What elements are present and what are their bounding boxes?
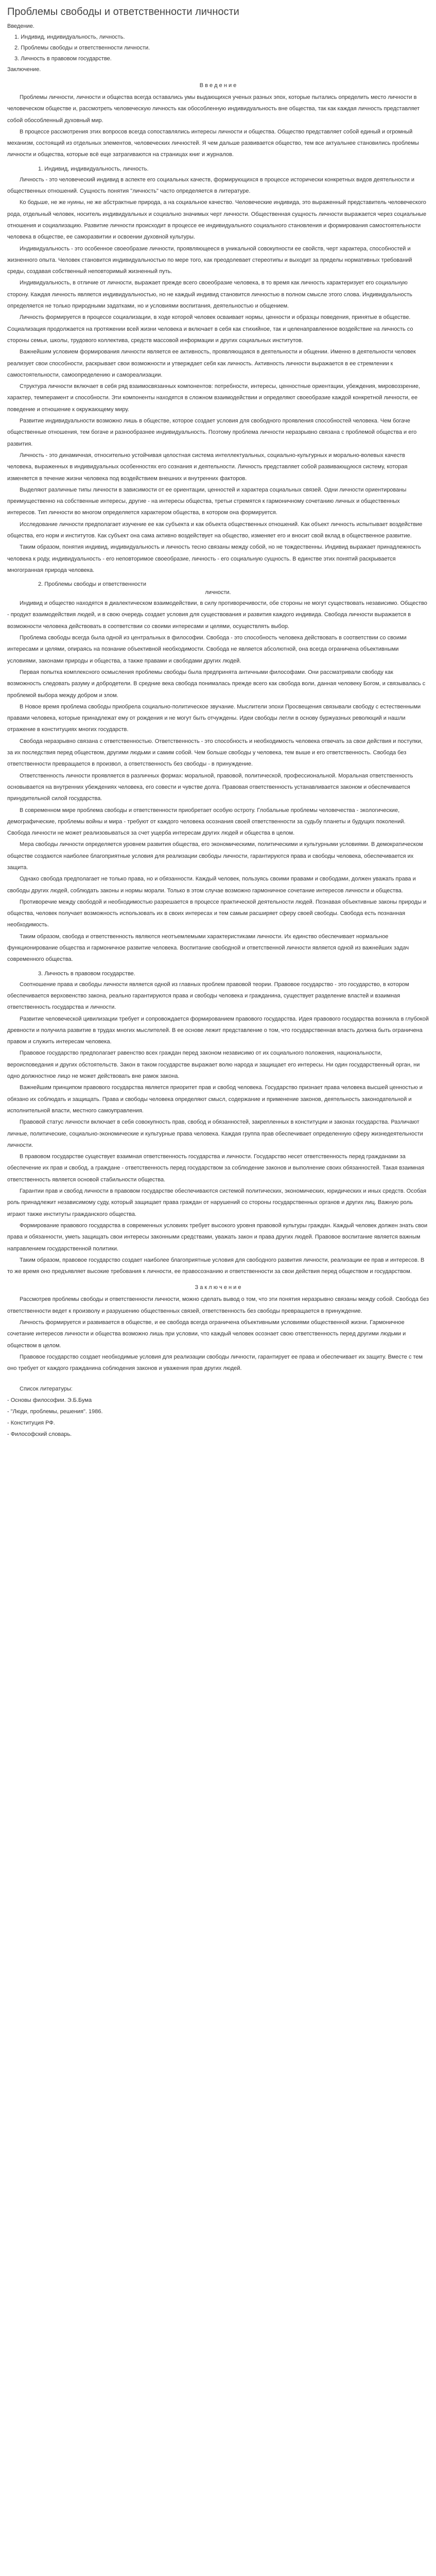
toc-item: Введение.: [7, 23, 34, 29]
section-2-heading: 2. Проблемы свободы и ответственности: [38, 581, 146, 588]
intro-heading: В в е д е н и е: [199, 82, 237, 89]
toc-item: 3. Личность в правовом государстве.: [14, 56, 112, 62]
paragraph: Ко бодьше, не же нуины, не же абстрактные природа, а на социальное качество. Человеческие индивида, это выраженный представитель человеческого рода, отдельный человек, носитель индивидуальных и социально значимых черт личности. Общественная сущность личности выражается через социальные отношения и социализацию. Развитие личности происходит в процессе ее индивидуального социального становления и формирования самостоятельности человека в обществе, ее саморазвитии и освоении духовной культуры.: [7, 199, 427, 241]
paragraph: Таким образом, понятия индивид, индивидуальность и личность тесно связаны между собой, но не тождественны. Индивид выражает принадлежность человека к роду, индивидуальность - его неповторимое своеобразие, личность - его социальную сущность. В единстве этих понятий раскрывается многогранная природа человека.: [7, 544, 421, 573]
paragraph: Развитие человеческой цивилизации требует и сопровождается формированием правового государства. Идея правового государства возникла в глубокой древности и получила развитие в трудах многих мыслителей. В ее основе лежит представление о том, что государственная власть должна быть ограничена правом и служить интересам человека.: [7, 1015, 429, 1045]
paragraph: В Новое время проблема свободы приобрела социально-политическое звучание. Мыслители эпохи Просвещения связывали свободу с естественными правами человека, которые принадлежат ему от рождения и не могут быть отчуждены. Идеи свободы легли в основу буржуазных революций и нашли отражение в конституциях многих государств.: [7, 703, 421, 733]
toc-item: Заключение.: [7, 66, 41, 73]
paragraph: Мера свободы личности определяется уровнем развития общества, его экономическими, политическими и культурными условиями. В демократическом обществе создаются наиболее благоприятные условия для реализации свободы личности, гарантируются права и свободы человека, обеспечивается их защита.: [7, 841, 423, 871]
paragraph: Таким образом, свобода и ответственность являются неотъемлемыми характеристиками личности. Их единство обеспечивает нормальное функционирование общества и гармоничное развитие человека. Воспитание свободной и ответственной личности является одной из важнейших задач современного общества.: [7, 933, 409, 963]
paragraph: Проблема свободы всегда была одной из центральных в философии. Свобода - это способность человека действовать в соответствии со своими интересами и целями, опираясь на познание объективной необходимости. Свобода не является абсолютной, она всегда ограничена объективными условиями, законами природы и общества, а также правами и свободами других людей.: [7, 635, 407, 664]
paragraph: Таким образом, правовое государство создает наиболее благоприятные условия для свободного развития личности, реализации ее прав и интересов. В то же время оно предъявляет высокие требования к личности, ее правосознанию и ответственности за свои действия перед обществом и государством.: [7, 1257, 425, 1275]
toc-item: 2. Проблемы свободы и ответственности личности.: [14, 45, 150, 51]
paragraph: Выделяют различные типы личности в зависимости от ее ориентации, ценностей и характера социальных связей. Одни личности ориентированы преимущественно на собственные интересы, другие - на интересы общества, третьи стремятся к гармоничному сочетанию личных и общественных интересов. Тип личности во многом определяется характером общества, в котором она формируется.: [7, 486, 407, 516]
paragraph: Проблемы личности, личности и общества всегда оставались умы выдающихся ученых разных эпох, которые пытались определить место личности в человеческом обществе и, рассмотреть человеческую личность как обособленную индивидуальность вне общества, так как каждая личность представляет собой обособленный духовный мир.: [7, 94, 420, 124]
section-3-body: [7, 979, 429, 1278]
section-2-body: [7, 598, 429, 965]
paragraph: Важнейшим условием формирования личности является ее активность, проявляющаяся в деятельности и общении. Именно в деятельности человек реализует свои способности, раскрывает свои возможности и утверждает себя как личность. Активность личности выражается в ее стремлении к самостоятельности, самоопределению и самореализации.: [7, 349, 416, 378]
toc-item: 1. Индивид, индивидуальность, личность.: [14, 34, 125, 40]
references-heading: Список литературы:: [20, 1386, 73, 1393]
table-of-contents: [7, 21, 429, 75]
reference-item: - "Люди, проблемы, решения". 1986.: [7, 1409, 103, 1415]
paragraph: Правовой статус личности включает в себя совокупность прав, свобод и обязанностей, закрепленных в конституции и законах государства. Различают личные, политические, социально-экономические и культурные права человека. Каждая группа прав обеспечивает определенную сферу жизнедеятельности личности.: [7, 1119, 423, 1148]
conclusion-body: [7, 1294, 429, 1374]
paragraph: Правовое государство создает необходимые условия для реализации свободы личности, гарантирует ее права и обеспечивает их защиту. Вместе с тем оно требует от каждого гражданина соблюдения законов и уважения прав других людей.: [7, 1353, 423, 1372]
paragraph: Рассмотрев проблемы свободы и ответственности личности, можно сделать вывод о том, что эти понятия неразрывно связаны между собой. Свобода без ответственности ведет к произволу и разрушению общественных связей, ответственность без свободы превращается в принуждение.: [7, 1296, 429, 1314]
paragraph: Индивидуальность, в отличие от личности, выражает прежде всего своеобразие человека, в то время как личность характеризует его социальную сторону. Каждая личность является индивидуальностью, но не каждый индивид становится личностью в полном смысле этого слова. Индивидуальность определяется не только природными задатками, но и условиями воспитания, деятельностью и общением.: [7, 280, 412, 310]
section-1-heading: 1. Индивид, индивидуальность, личность.: [38, 165, 149, 172]
reference-item: - Философский словарь.: [7, 1431, 72, 1438]
paragraph: Гарантии прав и свобод личности в правовом государстве обеспечиваются системой политических, экономических, юридических и иных средств. Особая роль принадлежит независимому суду, который защищает права граждан от нарушений со стороны государственных органов и других лиц. Важную роль играют также институты гражданского общества.: [7, 1188, 427, 1217]
paragraph: Личность - это человеческий индивид в аспекте его социальных качеств, формирующихся в процессе исторически конкретных видов деятельности и общественных отношений. Сущность понятия "личность" часто определяется в литературе.: [7, 176, 414, 195]
paragraph: Личность - это динамичная, относительно устойчивая целостная система интеллектуальных, социально-культурных и морально-волевых качеств человека, выраженных в индивидуальных особенностях его сознания и деятельности. Личность представляет собой развивающуюся систему, которая изменяется в течение жизни человека под воздействием внешних и внутренних факторов.: [7, 452, 408, 482]
paragraph: В процессе рассмотрения этих вопросов всегда сопоставлялись интересы личности и общества. Общество представляет собой единый и огромный механизм, состоящий из отдельных элементов, человеческих личностей. Я чем дальше развивается общество, тем все актуальнее становились проблемы личности и общества, которые всё еще затрагиваются на страницах книг и журналов.: [7, 128, 419, 158]
paragraph: Структура личности включает в себя ряд взаимосвязанных компонентов: потребности, интересы, ценностные ориентации, убеждения, мировоззрение, характер, темперамент и способности. Эти компоненты находятся в сложном взаимодействии и определяют своеобразие каждой конкретной личности, ее поведение и отношение к окружающему миру.: [7, 383, 420, 413]
paragraph: Первая попытка комплексного осмысления проблемы свободы была предпринята античными философами. Они рассматривали свободу как возможность следовать разуму и добродетели. В средние века свобода понималась прежде всего как свобода воли, данная человеку Богом, и связывалась с проблемой выбора между добром и злом.: [7, 669, 426, 699]
paragraph: Исследование личности предполагает изучение ее как субъекта и как объекта общественных отношений. Как объект личность испытывает воздействие общества, его норм и институтов. Как субъект она сама активно воздействует на общество, изменяет его и вносит свой вклад в общественное развитие.: [7, 521, 423, 539]
section-3-heading: 3. Личность в правовом государстве.: [38, 970, 135, 977]
document-title: Проблемы свободы и ответственности личности: [7, 6, 239, 18]
references: [7, 1383, 429, 1440]
paragraph: Соотношение права и свободы личности является одной из главных проблем правовой теории. Правовое государство - это государство, в котором обеспечивается верховенство закона, реально гарантируются права и свободы человека и гражданина, существует разделение властей и взаимная ответственность государства и личности.: [7, 981, 409, 1011]
paragraph: Личность формируется и развивается в обществе, и ее свобода всегда ограничена объективными условиями общественной жизни. Гармоничное сочетание интересов личности и общества возможно лишь при условии, что каждый человек осознает свою ответственность перед другими людьми и обществом в целом.: [7, 1319, 406, 1349]
paragraph: Личность формируется в процессе социализации, в ходе которой человек осваивает нормы, ценности и образцы поведения, принятые в обществе. Социализация продолжается на протяжении всей жизни человека и включает в себя как стихийное, так и целенаправленное воздействие на личность со стороны семьи, школы, трудового коллектива, средств массовой информации и других социальных институтов.: [7, 314, 413, 344]
intro-body: [7, 92, 429, 161]
paragraph: Формирование правового государства в современных условиях требует высокого уровня правовой культуры граждан. Каждый человек должен знать свои права и обязанности, уметь защищать свои интересы законными средствами, уважать закон и права других людей. Правовое воспитание является важным направлением государственной политики.: [7, 1222, 428, 1252]
reference-item: - Конституция РФ.: [7, 1420, 55, 1427]
section-2-subheading: личности.: [205, 589, 231, 596]
paragraph: Свобода неразрывно связана с ответственностью. Ответственность - это способность и необходимость человека отвечать за свои действия и поступки, за их последствия перед обществом, другими людьми и самим собой. Чем больше свободы у человека, тем выше и его ответственность. Свобода без ответственности превращается в произвол, а ответственность без свободы - в принуждение.: [7, 738, 423, 768]
conclusion-heading: З а к л ю ч е н и е: [195, 1284, 241, 1291]
paragraph: В современном мире проблема свободы и ответственности приобретает особую остроту. Глобальные проблемы человечества - экологические, демографические, проблемы войны и мира - требуют от каждого человека осознания своей ответственности за судьбу планеты и будущих поколений. Свобода личности не может реализовываться за счет ущерба интересам других людей и общества в целом.: [7, 807, 406, 837]
paragraph: Важнейшим принципом правового государства является приоритет прав и свобод человека. Государство признает права человека высшей ценностью и обязано их соблюдать и защищать. Права и свободы человека определяют смысл, содержание и применение законов, деятельность законодательной и исполнительной власти, местного самоуправления.: [7, 1084, 423, 1114]
section-1-body: [7, 174, 429, 576]
reference-item: - Основы философии. Э.Б.Бума: [7, 1397, 92, 1404]
paragraph: Правовое государство предполагает равенство всех граждан перед законом независимо от их социального положения, национальности, вероисповедания и других обстоятельств. Закон в таком государстве выражает волю народа и защищает его интересы. Ни один государственный орган, ни одно должностное лицо не может действовать вне рамок закона.: [7, 1050, 420, 1080]
paragraph: Ответственность личности проявляется в различных формах: моральной, правовой, политической, профессиональной. Моральная ответственность основывается на внутренних убеждениях человека, его совести и чувстве долга. Правовая ответственность устанавливается законом и обеспечивается принудительной силой государства.: [7, 772, 413, 802]
paragraph: Развитие индивидуальности возможно лишь в обществе, которое создает условия для свободного проявления способностей человека. Чем богаче общественные отношения, тем богаче и разнообразнее индивидуальность. Поэтому проблема личности неразрывно связана с проблемой общества и его развития.: [7, 418, 417, 447]
paragraph: В правовом государстве существует взаимная ответственность государства и личности. Государство несет ответственность перед гражданами за обеспечение их прав и свобод, а граждане - ответственность перед государством за соблюдение законов и выполнение своих обязанностей. Такая взаимная ответственность является основой стабильности общества.: [7, 1154, 425, 1183]
paragraph: Индивидуальность - это особенное своеобразие личности, проявляющееся в уникальной совокупности ее свойств, черт характера, способностей и жизненного опыта. Человек становится индивидуальностью по мере того, как преодолевает стереотипы и выходит за пределы нормативных требований среды, создавая собственный неповторимый жизненный путь.: [7, 245, 412, 275]
paragraph: Индивид и общество находятся в диалектическом взаимодействии, в силу противоречивости, обе стороны не могут существовать независимо. Общество - продукт взаимодействия людей, и в свою очередь создает условия для существования и развития каждого индивида. Свобода личности выражается в возможности человека действовать в соответствии со своими интересами и целями, осуществлять выбор.: [7, 600, 427, 630]
paragraph: Однако свобода предполагает не только права, но и обязанности. Каждый человек, пользуясь своими правами и свободами, должен уважать права и свободы других людей, соблюдать законы и нормы морали. Только в этом случае возможно гармоничное сочетание интересов личности и общества.: [7, 876, 416, 894]
paragraph: Противоречие между свободой и необходимостью разрешается в процессе практической деятельности людей. Познавая объективные законы природы и общества, человек получает возможность использовать их в своих интересах и тем самым расширяет сферу своей свободы. Свобода есть познанная необходимость.: [7, 899, 427, 928]
